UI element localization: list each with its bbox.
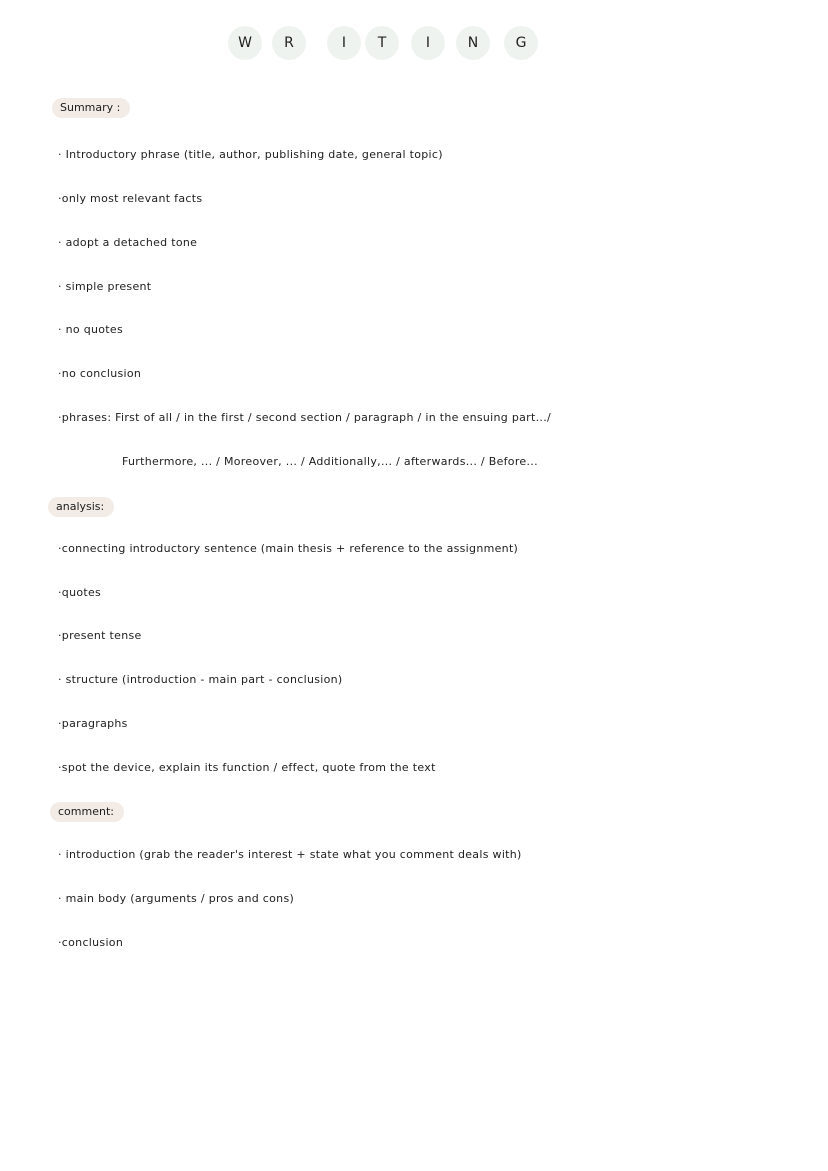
summary-item: ·only most relevant facts xyxy=(58,192,203,205)
summary-item: ·no conclusion xyxy=(58,367,142,380)
comment-item: · introduction (grab the reader's interest + state what you comment deals with) xyxy=(58,848,522,861)
analysis-item: ·present tense xyxy=(58,629,142,642)
title-letter: G xyxy=(504,26,538,60)
analysis-item: ·paragraphs xyxy=(58,717,128,730)
title-letter: T xyxy=(365,26,399,60)
summary-item: · Introductory phrase (title, author, publishing date, general topic) xyxy=(58,148,443,161)
summary-item: · adopt a detached tone xyxy=(58,236,198,249)
analysis-item: ·connecting introductory sentence (main thesis + reference to the assignment) xyxy=(58,542,519,555)
summary-item: Furthermore, ... / Moreover, ... / Additionally,... / afterwards... / Before... xyxy=(122,455,538,468)
title-letter: N xyxy=(456,26,490,60)
comment-item: ·conclusion xyxy=(58,936,124,949)
summary-item: · simple present xyxy=(58,280,152,293)
analysis-heading: analysis: xyxy=(48,497,114,517)
summary-item: · no quotes xyxy=(58,323,123,336)
analysis-item: · structure (introduction - main part - conclusion) xyxy=(58,673,343,686)
title-letter: R xyxy=(272,26,306,60)
comment-item: · main body (arguments / pros and cons) xyxy=(58,892,295,905)
analysis-item: ·quotes xyxy=(58,586,102,599)
title-letter: W xyxy=(228,26,262,60)
comment-heading: comment: xyxy=(50,802,124,822)
analysis-item: ·spot the device, explain its function / effect, quote from the text xyxy=(58,761,436,774)
summary-item: ·phrases: First of all / in the first / second section / paragraph / in the ensuing part.../ xyxy=(58,411,552,424)
summary-heading: Summary : xyxy=(52,98,130,118)
title-letter: I xyxy=(411,26,445,60)
title-letter: I xyxy=(327,26,361,60)
